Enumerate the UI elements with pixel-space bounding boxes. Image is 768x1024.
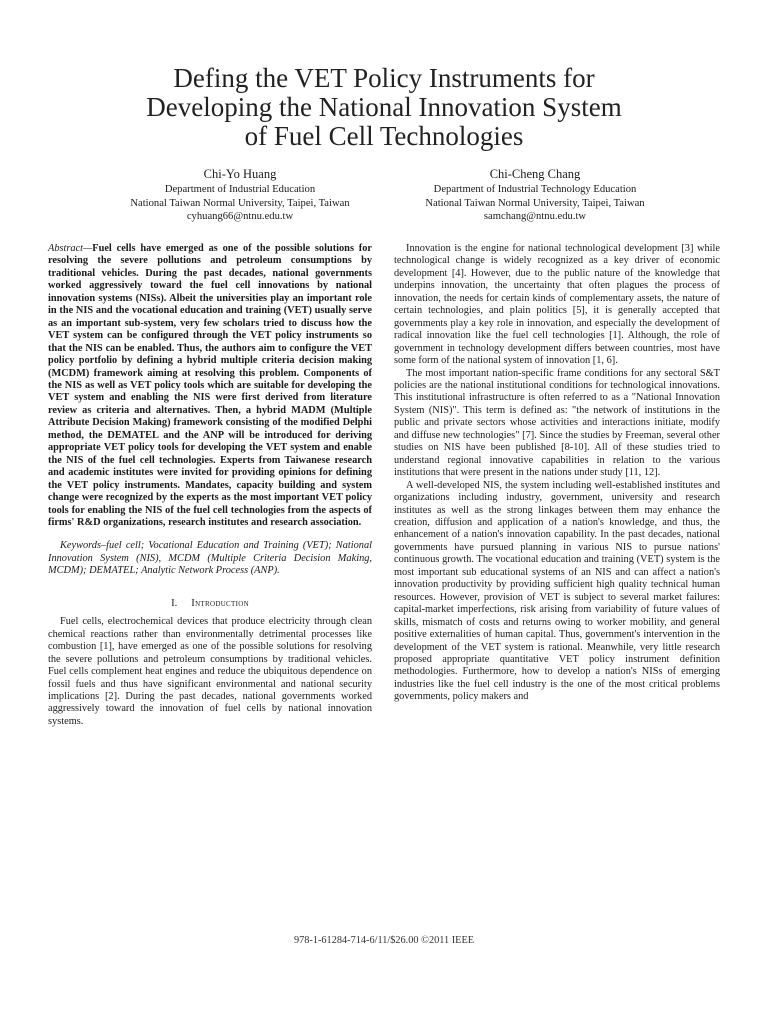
author-email: samchang@ntnu.edu.tw xyxy=(483,211,587,222)
author-email: cyhuang66@ntnu.edu.tw xyxy=(186,211,294,222)
abstract xyxy=(48,243,372,529)
section-number: I. xyxy=(171,597,178,609)
abstract-lead: Abstract— xyxy=(48,243,93,254)
title-line-2: Developing the National Innovation System xyxy=(146,92,622,122)
abstract-text: Fuel cells have emerged as one of the possible solutions for resolving the severe pollutions and petroleum consumptions by traditional vehicles. During the past decades, national governments worked aggressively toward the fuel cell innovations by national innovation systems (NISs). Albeit the universities play an important role in the NIS and the vocational education and training (VET) usually serve as an important sub-system, very few scholars tried to discuss how the VET system can be configured through the VET policy instruments so that the NIS can be enabled. Thus, the authors aim to configure the VET policy portfolio by defining a hybrid multiple criteria decision making (MCDM) framework aiming at resolving this problem. Components of the NIS as well as VET policy tools which are suitable for developing the VET system and enabling the NIS were first derived from literature review as criteria and alternatives. Then, a hybrid MADM (Multiple Attribute Decision Making) framework consisting of the modified Delphi method, the DEMATEL and the ANP will be introduced for deriving appropriate VET policy tools for developing the VET system and enable the NIS of the fuel cell technologies. Experts from Taiwanese research and academic institutes were invited for providing opinions for defining the VET policy instruments. Mandates, capacity building and system change were recognized by the experts as the most important VET policy tools for enabling the NIS of the fuel cell technologies from the aspects of firms' R&D organizations, research institutes and research association. xyxy=(48,243,372,528)
paper-title xyxy=(0,64,768,151)
author-affiliation: National Taiwan Normal University, Taipei, Taiwan xyxy=(425,197,645,209)
paragraph: Fuel cells, electrochemical devices that produce electricity through clean chemical reactions rather than environmentally detrimental processes like combustion [1], have emerged as one of the possible solutions for resolving the severe pollutions and petroleum consumptions by traditional vehicles. Fuel cells complement heat engines and reduce the ubiquitous dependence on fossil fuels and thus have significant environmental and national security implications [2]. During the past decades, national governments worked aggressively toward the innovation of fuel cells by national innovation systems. xyxy=(48,616,372,727)
author-affiliation: National Taiwan Normal University, Taipei, Taiwan xyxy=(130,197,350,209)
author-name: Chi-Cheng Chang xyxy=(489,167,581,181)
copyright-footer: 978-1-61284-714-6/11/$26.00 ©2011 IEEE xyxy=(293,935,475,946)
title-line-3: of Fuel Cell Technologies xyxy=(244,121,524,151)
section-title: Introduction xyxy=(191,597,249,609)
author-department: Department of Industrial Education xyxy=(164,184,316,195)
keywords: Keywords–fuel cell; Vocational Education and Training (VET); National Innovation System (NIS), MCDM (Multiple Criteria Decision Making, MCDM); DEMATEL; Analytic Network Process (ANP). xyxy=(48,540,372,577)
section-heading xyxy=(48,598,372,610)
paragraph: The most important nation-specific frame conditions for any sectoral S&T policies are the national institutional conditions for technological innovations. This institutional infrastructure is often referred to as a "National Innovation System (NIS)". This term is defined as: "the network of institutions in the public and private sectors whose activities and interactions initiate, modify and diffuse new technologies" [7]. Since the studies by Freeman, several other studies on NIS have been published [8-10]. All of these studies tried to understand regional innovative capabilities in relation to the various institutions that were present in the nations under study [11, 12]. xyxy=(394,367,720,479)
title-line-1: Defing the VET Policy Instruments for xyxy=(173,63,595,93)
left-column xyxy=(48,243,372,728)
author-block-1 xyxy=(90,166,390,224)
right-column xyxy=(394,243,720,704)
author-department: Department of Industrial Technology Education xyxy=(433,184,637,195)
author-name: Chi-Yo Huang xyxy=(203,167,277,181)
author-block-2 xyxy=(385,166,685,224)
paragraph: Innovation is the engine for national technological development [3] while technological change is widely recognized as a key driver of economic development [4]. However, due to the public nature of the knowledge that underpins innovation, the uncertainty that often plagues the process of innovation, the needs for certain kinds of complementary assets, the nature of certain technologies, and plain politics [5], it is generally accepted that governments play a key role in innovation, and especially the development of radical innovation like the fuel cell technologies [1]. Although, the role of government in technology development differs between countries, most have some form of the national system of innovation [1, 6]. xyxy=(394,243,720,367)
paragraph: A well-developed NIS, the system including well-established institutes and organizations including industry, government, university and research institutes as well as the strong linkages between them may enhance the creation, diffusion and application of a nation's knowledge, and thus, the enhancement of a nation's innovation capability. In the past decades, national governments have pursued planning in various NIS to pursue nations' continuous growth. The vocational education and training (VET) system is the most important sub educational systems of an NIS and can affect a nation's innovation productivity by providing sufficient high quality technical human resources. However, provision of VET is subject to several market failures: capital-market imperfections, risk arising from variability of future values of skills, mismatch of costs and returns owing to worker mobility, and general positive externalities of human capital. Thus, government's intervention in the development of the VET system is rational. Meanwhile, very little research proposed appropriate quantitative VET policy instrument definition methodologies. Furthermore, how to develop a nation's NISs of emerging industries like the fuel cell industry is the one of the most critical problems governments, policy makers and xyxy=(394,479,720,703)
